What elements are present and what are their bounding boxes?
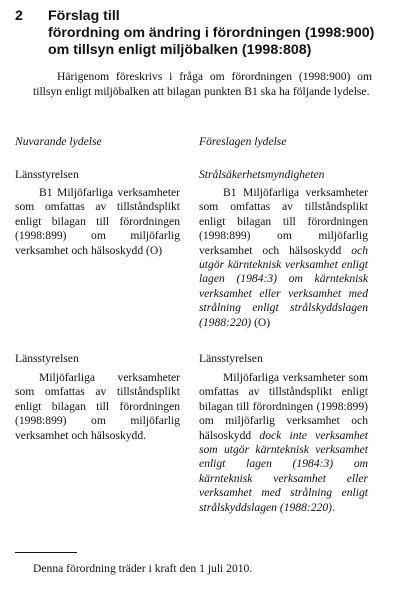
intro-paragraph: Härigenom föreskrivs i fråga om förordningen (1998:900) om tillsyn enligt miljöbalken att bilagan punkten B1 ska ha följande lydelse. [33,70,372,98]
row1-right-italic: och utgör kärnteknisk verksamhet enligt lagen (1984:3) om kärnteknisk verksamhet eller verksamhet med strålning enligt strålskyddslagen (1988:220) [199,243,368,329]
row1-right-end: (O) [251,315,271,329]
row2-right-end: . [332,500,335,514]
row1-left-text: B1 Miljöfarliga verksamheter som omfattas av tillståndsplikt enligt bilagan till förordningen (1998:899) om miljöfarlig verksamhet och hälsoskydd (O) [15,186,180,257]
section-number: 2 [15,8,23,24]
row2-right-text [199,371,368,515]
row2-right-plain: Miljöfarliga verksamheter som omfattas av tillståndsplikt enligt bilagan till förordningen (1998:899) om miljöfarlig verksamhet och hälsoskydd [199,371,368,442]
title-line-3: om tillsyn enligt miljöbalken (1998:808) [48,42,312,58]
title-line-1: Förslag till [48,8,120,24]
column-header-current: Nuvarande lydelse [15,135,102,148]
row2-right-authority: Länsstyrelsen [199,352,263,365]
row1-left-authority: Länsstyrelsen [15,168,79,181]
row1-right-plain: B1 Miljöfarliga verksamheter som omfattas av tillståndsplikt enligt bilagan till förordningen (1998:899) om miljöfarlig verksamhet och hälsoskydd [199,186,368,257]
footnote-text: Denna förordning träder i kraft den 1 juli 2010. [33,562,253,575]
row2-left-text: Miljöfarliga verksamheter som omfattas av tillståndsplikt enligt bilagan till förordningen (1998:899) om miljöfarlig verksamhet och hälsoskydd. [15,371,180,442]
row2-left-authority: Länsstyrelsen [15,352,79,365]
title-line-2: förordning om ändring i förordningen (1998:900) [48,25,375,41]
row1-right-text [199,186,368,330]
footnote-rule [15,552,77,553]
row1-right-authority: Strålsäkerhetsmyndigheten [199,168,325,181]
section-title [48,8,398,59]
row2-right-italic: dock inte verksamhet som utgör kärnteknisk verksamhet enligt lagen (1984:3) om kärnteknisk verksamhet eller verksamhet med strålning enligt strålskyddslagen (1988:220) [199,428,368,514]
column-header-proposed: Föreslagen lydelse [199,135,287,148]
